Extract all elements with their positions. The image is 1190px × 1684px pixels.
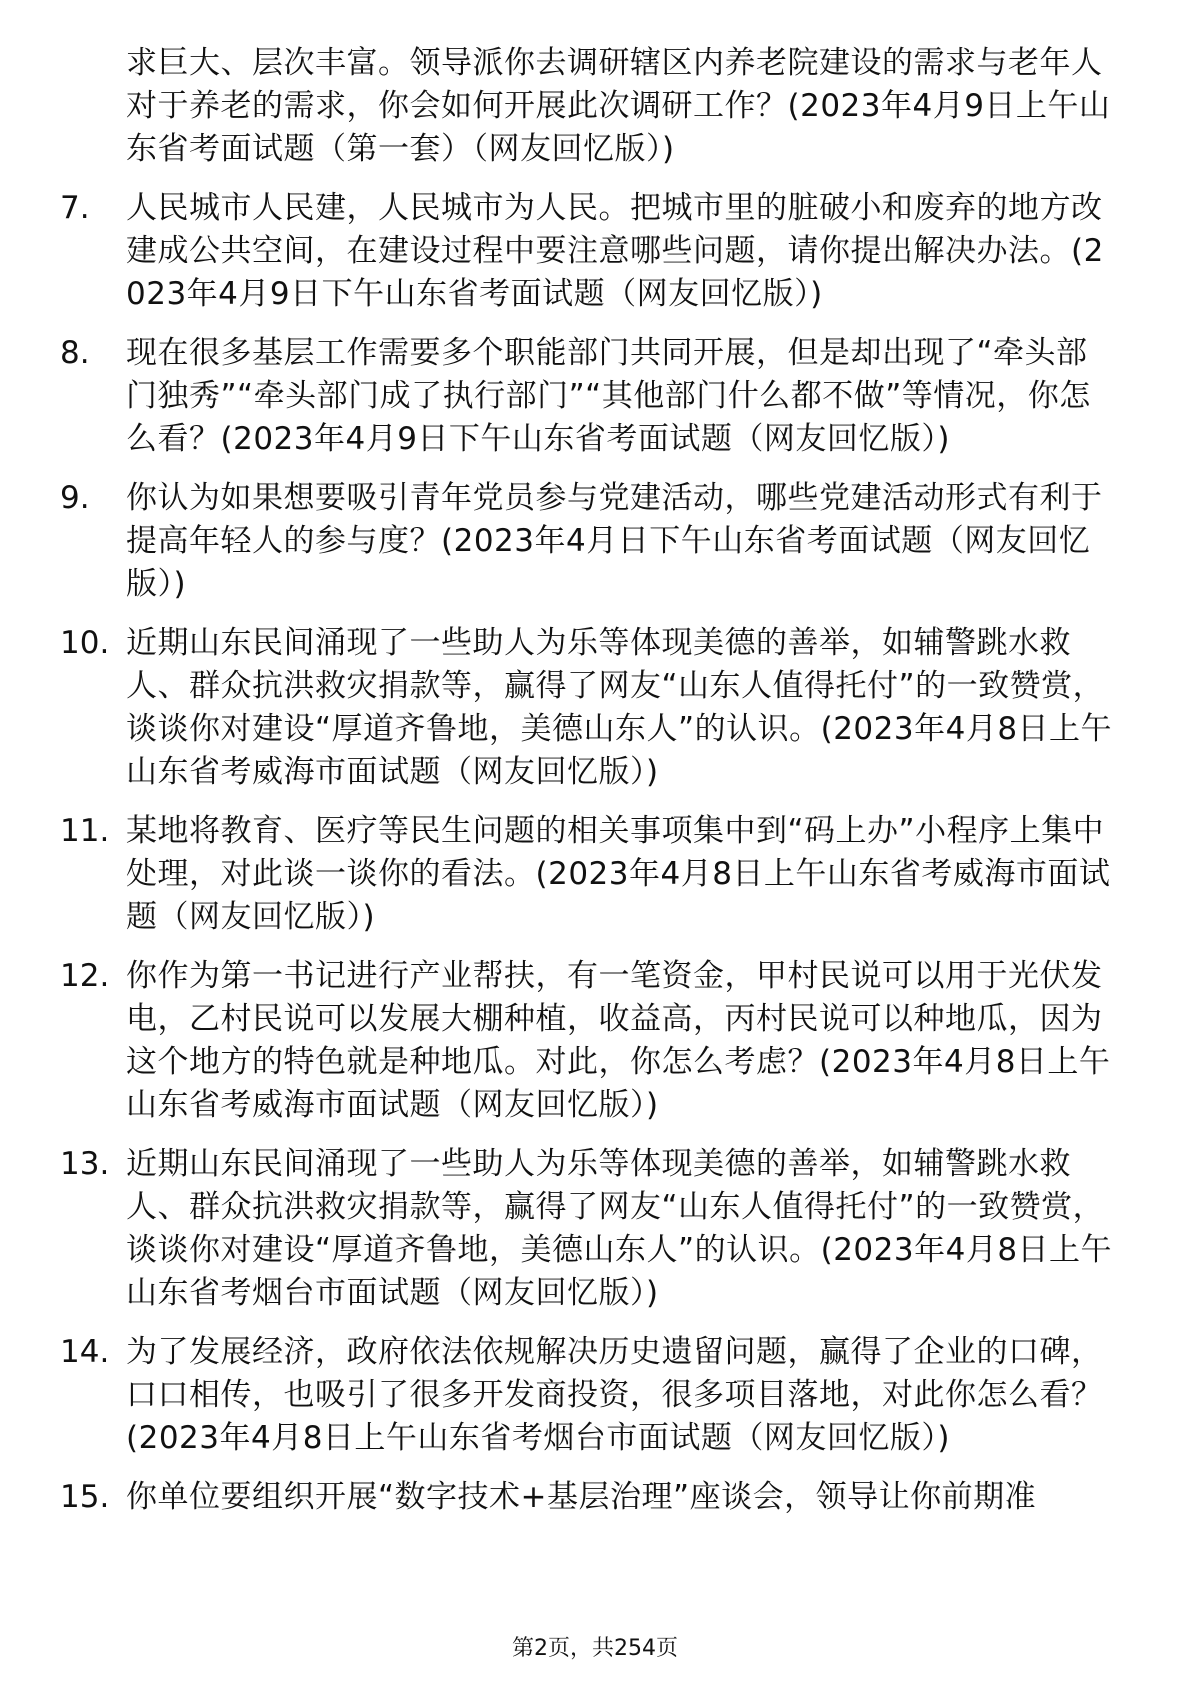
question-number: 14. [60, 1334, 110, 1370]
question-text: 你单位要组织开展“数字技术+基层治理”座谈会，领导让你前期准 [126, 1479, 1037, 1515]
question-number: 13. [60, 1146, 110, 1182]
question-text: 你认为如果想要吸引青年党员参与党建活动，哪些党建活动形式有利于提高年轻人的参与度？(2023年4月日下午山东省考面试题（网友回忆版）) [126, 480, 1103, 602]
question-item [0, 1143, 1190, 1315]
question-text: 你作为第一书记进行产业帮扶，有一笔资金，甲村民说可以用于光伏发电，乙村民说可以发展大棚种植，收益高，丙村民说可以种地瓜，因为这个地方的特色就是种地瓜。对此，你怎么考虑？(2023年4月8日上午山东省考威海市面试题（网友回忆版）) [126, 958, 1111, 1123]
question-text: 某地将教育、医疗等民生问题的相关事项集中到“码上办”小程序上集中处理，对此谈一谈你的看法。(2023年4月8日上午山东省考威海市面试题（网友回忆版）) [126, 813, 1111, 935]
question-item [0, 332, 1190, 461]
intro-paragraph: 求巨大、层次丰富。领导派你去调研辖区内养老院建设的需求与老年人对于养老的需求，你会如何开展此次调研工作？(2023年4月9日上午山东省考面试题（第一套）（网友回忆版）) [126, 45, 1111, 167]
question-number: 11. [60, 813, 110, 849]
question-number: 9. [60, 480, 90, 516]
page-footer: 第2页，共254页 [512, 1636, 678, 1661]
question-text: 人民城市人民建，人民城市为人民。把城市里的脏破小和废弃的地方改建成公共空间，在建设过程中要注意哪些问题，请你提出解决办法。(2023年4月9日下午山东省考面试题（网友回忆版）) [126, 190, 1104, 312]
question-number: 10. [60, 625, 110, 661]
question-number: 12. [60, 958, 110, 994]
question-item [0, 187, 1190, 316]
question-item [0, 810, 1190, 939]
question-item [0, 477, 1190, 606]
question-number: 7. [60, 190, 90, 226]
question-text: 为了发展经济，政府依法依规解决历史遗留问题，赢得了企业的口碑，口口相传，也吸引了很多开发商投资，很多项目落地，对此你怎么看？(2023年4月8日上午山东省考烟台市面试题（网友回忆版）) [126, 1334, 1103, 1456]
question-item [0, 622, 1190, 794]
question-number: 15. [60, 1479, 110, 1515]
document-body [0, 42, 1190, 1519]
question-number: 8. [60, 335, 90, 371]
question-item [0, 955, 1190, 1127]
question-text: 现在很多基层工作需要多个职能部门共同开展，但是却出现了“牵头部门独秀”“牵头部门成了执行部门”“其他部门什么都不做”等情况，你怎么看？(2023年4月9日下午山东省考面试题（网友回忆版）) [126, 335, 1091, 457]
question-item [0, 1331, 1190, 1460]
question-text: 近期山东民间涌现了一些助人为乐等体现美德的善举，如辅警跳水救人、群众抗洪救灾捐款等，赢得了网友“山东人值得托付”的一致赞赏，谈谈你对建设“厚道齐鲁地，美德山东人”的认识。(2023年4月8日上午山东省考威海市面试题（网友回忆版）) [126, 625, 1113, 790]
question-item [0, 1476, 1190, 1519]
question-text: 近期山东民间涌现了一些助人为乐等体现美德的善举，如辅警跳水救人、群众抗洪救灾捐款等，赢得了网友“山东人值得托付”的一致赞赏，谈谈你对建设“厚道齐鲁地，美德山东人”的认识。(2023年4月8日上午山东省考烟台市面试题（网友回忆版）) [126, 1146, 1113, 1311]
